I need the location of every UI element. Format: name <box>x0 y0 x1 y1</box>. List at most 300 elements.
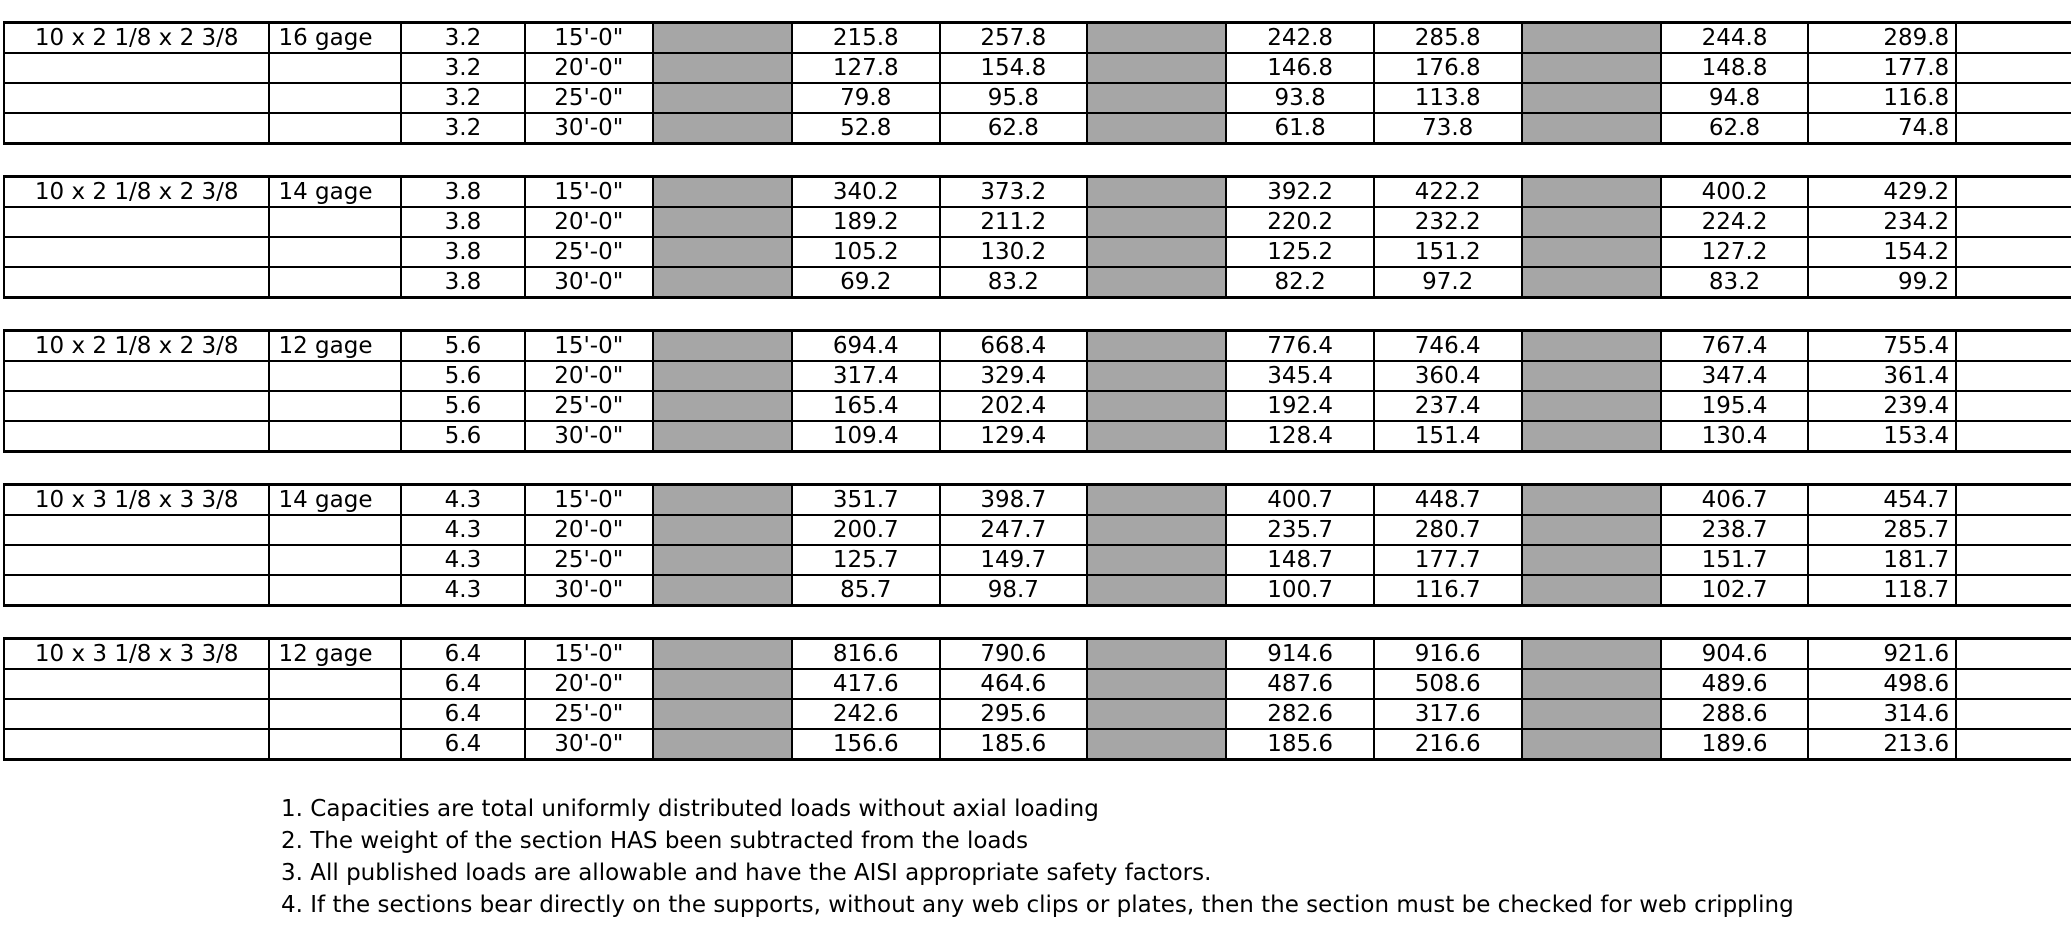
capacity-cell: 448.7 <box>1374 485 1522 516</box>
shaded-cell <box>653 391 792 421</box>
capacity-cell: 914.6 <box>1226 639 1374 670</box>
weight-cell: 4.3 <box>401 545 525 575</box>
shaded-cell <box>1087 729 1226 760</box>
weight-cell: 3.2 <box>401 113 525 144</box>
capacity-cell: 317.4 <box>792 361 940 391</box>
section-size-cell <box>4 391 269 421</box>
table-row <box>4 177 2071 208</box>
capacity-cell: 151.4 <box>1374 421 1522 452</box>
span-cell: 15'-0" <box>525 177 653 208</box>
capacity-cell: 220.2 <box>1226 207 1374 237</box>
table-row <box>4 729 2071 760</box>
footnote: 1. Capacities are total uniformly distributed loads without axial loading <box>281 796 1099 822</box>
capacity-cell: 200.7 <box>792 515 940 545</box>
capacity-cell: 347.4 <box>1661 361 1809 391</box>
capacity-cell: 247.7 <box>940 515 1088 545</box>
capacity-cell: 398.7 <box>940 485 1088 516</box>
capacity-cell: 776.4 <box>1226 331 1374 362</box>
shaded-cell <box>653 207 792 237</box>
gage-cell <box>269 53 401 83</box>
shaded-cell <box>1522 699 1661 729</box>
capacity-cell: 244.8 <box>1661 23 1809 54</box>
capacity-cell: 755.4 <box>1808 331 1956 362</box>
capacity-cell: 242.6 <box>792 699 940 729</box>
capacity-cell: 151.7 <box>1661 545 1809 575</box>
capacity-cell: 69.2 <box>792 267 940 298</box>
capacity-cell: 329.4 <box>940 361 1088 391</box>
capacity-cell: 288.6 <box>1661 699 1809 729</box>
capacity-cell: 216.6 <box>1374 729 1522 760</box>
weight-cell: 5.6 <box>401 331 525 362</box>
capacity-cell: 192.4 <box>1226 391 1374 421</box>
capacity-cell: 148.7 <box>1226 545 1374 575</box>
capacity-cell: 130.2 <box>940 237 1088 267</box>
shaded-cell <box>1087 113 1226 144</box>
shaded-cell <box>1522 515 1661 545</box>
shaded-cell <box>653 485 792 516</box>
capacity-cell: 239.4 <box>1808 391 1956 421</box>
gage-cell: 12 gage <box>269 331 401 362</box>
span-cell: 20'-0" <box>525 669 653 699</box>
empty-cell <box>1956 669 2071 699</box>
shaded-cell <box>1522 83 1661 113</box>
weight-cell: 6.4 <box>401 729 525 760</box>
capacity-cell: 85.7 <box>792 575 940 606</box>
shaded-cell <box>653 83 792 113</box>
shaded-cell <box>653 669 792 699</box>
capacity-cell: 128.4 <box>1226 421 1374 452</box>
section-size-cell <box>4 421 269 452</box>
shaded-cell <box>1087 485 1226 516</box>
shaded-cell <box>1522 575 1661 606</box>
section-group <box>3 483 2071 607</box>
capacity-cell: 97.2 <box>1374 267 1522 298</box>
capacity-cell: 921.6 <box>1808 639 1956 670</box>
table-row <box>4 391 2071 421</box>
capacity-cell: 211.2 <box>940 207 1088 237</box>
weight-cell: 3.8 <box>401 177 525 208</box>
weight-cell: 3.2 <box>401 53 525 83</box>
capacity-cell: 213.6 <box>1808 729 1956 760</box>
weight-cell: 5.6 <box>401 361 525 391</box>
capacity-cell: 202.4 <box>940 391 1088 421</box>
gage-cell: 14 gage <box>269 485 401 516</box>
capacity-cell: 489.6 <box>1661 669 1809 699</box>
table-row <box>4 113 2071 144</box>
capacity-cell: 345.4 <box>1226 361 1374 391</box>
capacity-cell: 235.7 <box>1226 515 1374 545</box>
table-row <box>4 545 2071 575</box>
capacity-cell: 508.6 <box>1374 669 1522 699</box>
capacity-cell: 116.8 <box>1808 83 1956 113</box>
span-cell: 20'-0" <box>525 207 653 237</box>
capacity-cell: 79.8 <box>792 83 940 113</box>
section-size-cell <box>4 237 269 267</box>
capacity-cell: 417.6 <box>792 669 940 699</box>
gage-cell: 16 gage <box>269 23 401 54</box>
capacity-cell: 181.7 <box>1808 545 1956 575</box>
capacity-cell: 185.6 <box>940 729 1088 760</box>
capacity-cell: 154.8 <box>940 53 1088 83</box>
table-row <box>4 331 2071 362</box>
span-cell: 15'-0" <box>525 331 653 362</box>
capacity-cell: 102.7 <box>1661 575 1809 606</box>
weight-cell: 5.6 <box>401 421 525 452</box>
gage-cell <box>269 545 401 575</box>
capacity-cell: 314.6 <box>1808 699 1956 729</box>
span-cell: 30'-0" <box>525 575 653 606</box>
capacity-cell: 83.2 <box>940 267 1088 298</box>
shaded-cell <box>653 545 792 575</box>
weight-cell: 6.4 <box>401 639 525 670</box>
capacity-cell: 83.2 <box>1661 267 1809 298</box>
capacity-cell: 165.4 <box>792 391 940 421</box>
capacity-cell: 93.8 <box>1226 83 1374 113</box>
capacity-cell: 392.2 <box>1226 177 1374 208</box>
section-group <box>3 329 2071 453</box>
shaded-cell <box>1522 421 1661 452</box>
shaded-cell <box>1522 729 1661 760</box>
capacity-cell: 177.8 <box>1808 53 1956 83</box>
capacity-cell: 790.6 <box>940 639 1088 670</box>
capacity-cell: 215.8 <box>792 23 940 54</box>
empty-cell <box>1956 267 2071 298</box>
capacity-cell: 74.8 <box>1808 113 1956 144</box>
weight-cell: 4.3 <box>401 575 525 606</box>
table-row <box>4 237 2071 267</box>
load-table <box>3 21 2071 791</box>
capacity-cell: 454.7 <box>1808 485 1956 516</box>
table-row <box>4 23 2071 54</box>
capacity-cell: 498.6 <box>1808 669 1956 699</box>
shaded-cell <box>1087 361 1226 391</box>
shaded-cell <box>653 575 792 606</box>
shaded-cell <box>1087 699 1226 729</box>
shaded-cell <box>1087 177 1226 208</box>
capacity-cell: 916.6 <box>1374 639 1522 670</box>
table-row <box>4 669 2071 699</box>
capacity-cell: 668.4 <box>940 331 1088 362</box>
capacity-cell: 429.2 <box>1808 177 1956 208</box>
shaded-cell <box>1087 545 1226 575</box>
shaded-cell <box>1087 331 1226 362</box>
empty-cell <box>1956 575 2071 606</box>
gage-cell <box>269 361 401 391</box>
shaded-cell <box>1522 177 1661 208</box>
footnote: 4. If the sections bear directly on the supports, without any web clips or plates, then the section must be checked for web crippling <box>281 892 1794 918</box>
empty-cell <box>1956 361 2071 391</box>
capacity-cell: 373.2 <box>940 177 1088 208</box>
capacity-cell: 340.2 <box>792 177 940 208</box>
section-size-cell: 10 x 2 1/8 x 2 3/8 <box>4 177 269 208</box>
weight-cell: 6.4 <box>401 699 525 729</box>
shaded-cell <box>653 331 792 362</box>
capacity-cell: 189.6 <box>1661 729 1809 760</box>
shaded-cell <box>653 113 792 144</box>
shaded-cell <box>1087 237 1226 267</box>
capacity-cell: 189.2 <box>792 207 940 237</box>
shaded-cell <box>653 639 792 670</box>
gage-cell <box>269 575 401 606</box>
span-cell: 25'-0" <box>525 545 653 575</box>
footnotes <box>281 793 1794 921</box>
shaded-cell <box>1522 23 1661 54</box>
capacity-cell: 234.2 <box>1808 207 1956 237</box>
capacity-cell: 109.4 <box>792 421 940 452</box>
section-size-cell: 10 x 2 1/8 x 2 3/8 <box>4 331 269 362</box>
weight-cell: 3.8 <box>401 237 525 267</box>
capacity-cell: 130.4 <box>1661 421 1809 452</box>
capacity-cell: 129.4 <box>940 421 1088 452</box>
shaded-cell <box>1522 361 1661 391</box>
shaded-cell <box>1522 113 1661 144</box>
capacity-cell: 156.6 <box>792 729 940 760</box>
shaded-cell <box>1087 23 1226 54</box>
table-row <box>4 207 2071 237</box>
gage-cell <box>269 729 401 760</box>
table-row <box>4 361 2071 391</box>
gage-cell <box>269 421 401 452</box>
shaded-cell <box>653 267 792 298</box>
capacity-cell: 177.7 <box>1374 545 1522 575</box>
span-cell: 15'-0" <box>525 23 653 54</box>
section-size-cell <box>4 113 269 144</box>
capacity-cell: 694.4 <box>792 331 940 362</box>
span-cell: 25'-0" <box>525 391 653 421</box>
shaded-cell <box>653 699 792 729</box>
empty-cell <box>1956 83 2071 113</box>
table-row <box>4 421 2071 452</box>
section-size-cell <box>4 83 269 113</box>
capacity-cell: 400.7 <box>1226 485 1374 516</box>
capacity-cell: 176.8 <box>1374 53 1522 83</box>
capacity-cell: 351.7 <box>792 485 940 516</box>
shaded-cell <box>1087 391 1226 421</box>
section-group <box>3 637 2071 761</box>
gage-cell <box>269 113 401 144</box>
shaded-cell <box>1522 485 1661 516</box>
gage-cell <box>269 207 401 237</box>
capacity-cell: 289.8 <box>1808 23 1956 54</box>
empty-cell <box>1956 485 2071 516</box>
shaded-cell <box>653 237 792 267</box>
capacity-cell: 406.7 <box>1661 485 1809 516</box>
capacity-cell: 99.2 <box>1808 267 1956 298</box>
shaded-cell <box>1522 639 1661 670</box>
table-row <box>4 53 2071 83</box>
weight-cell: 3.8 <box>401 207 525 237</box>
capacity-cell: 100.7 <box>1226 575 1374 606</box>
capacity-cell: 82.2 <box>1226 267 1374 298</box>
capacity-cell: 146.8 <box>1226 53 1374 83</box>
section-group <box>3 175 2071 299</box>
section-size-cell: 10 x 3 1/8 x 3 3/8 <box>4 639 269 670</box>
capacity-cell: 61.8 <box>1226 113 1374 144</box>
shaded-cell <box>1087 639 1226 670</box>
shaded-cell <box>653 361 792 391</box>
capacity-cell: 94.8 <box>1661 83 1809 113</box>
capacity-cell: 154.2 <box>1808 237 1956 267</box>
shaded-cell <box>1087 575 1226 606</box>
empty-cell <box>1956 421 2071 452</box>
table-row <box>4 485 2071 516</box>
gage-cell <box>269 237 401 267</box>
capacity-cell: 127.2 <box>1661 237 1809 267</box>
section-size-cell <box>4 545 269 575</box>
shaded-cell <box>1087 53 1226 83</box>
capacity-cell: 105.2 <box>792 237 940 267</box>
shaded-cell <box>1522 237 1661 267</box>
table-row <box>4 699 2071 729</box>
capacity-cell: 52.8 <box>792 113 940 144</box>
capacity-cell: 422.2 <box>1374 177 1522 208</box>
span-cell: 30'-0" <box>525 113 653 144</box>
gage-cell <box>269 515 401 545</box>
capacity-cell: 98.7 <box>940 575 1088 606</box>
empty-cell <box>1956 207 2071 237</box>
capacity-cell: 317.6 <box>1374 699 1522 729</box>
capacity-cell: 361.4 <box>1808 361 1956 391</box>
footnote: 2. The weight of the section HAS been subtracted from the loads <box>281 828 1029 854</box>
weight-cell: 3.8 <box>401 267 525 298</box>
span-cell: 25'-0" <box>525 699 653 729</box>
shaded-cell <box>1087 669 1226 699</box>
span-cell: 30'-0" <box>525 421 653 452</box>
weight-cell: 4.3 <box>401 485 525 516</box>
capacity-cell: 242.8 <box>1226 23 1374 54</box>
section-size-cell <box>4 669 269 699</box>
span-cell: 20'-0" <box>525 53 653 83</box>
shaded-cell <box>653 729 792 760</box>
section-size-cell <box>4 575 269 606</box>
capacity-cell: 151.2 <box>1374 237 1522 267</box>
capacity-cell: 232.2 <box>1374 207 1522 237</box>
capacity-cell: 237.4 <box>1374 391 1522 421</box>
capacity-cell: 185.6 <box>1226 729 1374 760</box>
section-size-cell <box>4 515 269 545</box>
capacity-cell: 224.2 <box>1661 207 1809 237</box>
capacity-cell: 127.8 <box>792 53 940 83</box>
span-cell: 25'-0" <box>525 237 653 267</box>
weight-cell: 5.6 <box>401 391 525 421</box>
shaded-cell <box>1522 53 1661 83</box>
weight-cell: 4.3 <box>401 515 525 545</box>
empty-cell <box>1956 545 2071 575</box>
span-cell: 15'-0" <box>525 639 653 670</box>
shaded-cell <box>653 177 792 208</box>
capacity-cell: 360.4 <box>1374 361 1522 391</box>
footnote: 3. All published loads are allowable and have the AISI appropriate safety factors. <box>281 860 1212 886</box>
capacity-cell: 62.8 <box>940 113 1088 144</box>
section-size-cell: 10 x 3 1/8 x 3 3/8 <box>4 485 269 516</box>
capacity-cell: 95.8 <box>940 83 1088 113</box>
capacity-cell: 767.4 <box>1661 331 1809 362</box>
empty-cell <box>1956 113 2071 144</box>
capacity-cell: 487.6 <box>1226 669 1374 699</box>
weight-cell: 6.4 <box>401 669 525 699</box>
gage-cell <box>269 391 401 421</box>
capacity-cell: 62.8 <box>1661 113 1809 144</box>
capacity-cell: 153.4 <box>1808 421 1956 452</box>
capacity-cell: 282.6 <box>1226 699 1374 729</box>
weight-cell: 3.2 <box>401 23 525 54</box>
capacity-cell: 238.7 <box>1661 515 1809 545</box>
section-group <box>3 21 2071 145</box>
empty-cell <box>1956 515 2071 545</box>
empty-cell <box>1956 53 2071 83</box>
capacity-cell: 149.7 <box>940 545 1088 575</box>
empty-cell <box>1956 23 2071 54</box>
capacity-cell: 816.6 <box>792 639 940 670</box>
span-cell: 20'-0" <box>525 361 653 391</box>
section-size-cell <box>4 361 269 391</box>
table-row <box>4 575 2071 606</box>
shaded-cell <box>1522 331 1661 362</box>
capacity-cell: 125.7 <box>792 545 940 575</box>
shaded-cell <box>653 421 792 452</box>
span-cell: 20'-0" <box>525 515 653 545</box>
section-size-cell <box>4 267 269 298</box>
table-row <box>4 267 2071 298</box>
table-row <box>4 83 2071 113</box>
capacity-cell: 257.8 <box>940 23 1088 54</box>
empty-cell <box>1956 391 2071 421</box>
section-size-cell <box>4 53 269 83</box>
capacity-cell: 464.6 <box>940 669 1088 699</box>
table-row <box>4 515 2071 545</box>
shaded-cell <box>1522 391 1661 421</box>
section-size-cell <box>4 729 269 760</box>
section-size-cell <box>4 699 269 729</box>
span-cell: 25'-0" <box>525 83 653 113</box>
capacity-cell: 904.6 <box>1661 639 1809 670</box>
capacity-cell: 280.7 <box>1374 515 1522 545</box>
capacity-cell: 116.7 <box>1374 575 1522 606</box>
empty-cell <box>1956 729 2071 760</box>
capacity-cell: 113.8 <box>1374 83 1522 113</box>
empty-cell <box>1956 177 2071 208</box>
table-row <box>4 639 2071 670</box>
capacity-cell: 400.2 <box>1661 177 1809 208</box>
empty-cell <box>1956 331 2071 362</box>
capacity-cell: 746.4 <box>1374 331 1522 362</box>
gage-cell <box>269 83 401 113</box>
gage-cell <box>269 669 401 699</box>
empty-cell <box>1956 639 2071 670</box>
capacity-cell: 295.6 <box>940 699 1088 729</box>
shaded-cell <box>1522 669 1661 699</box>
shaded-cell <box>653 23 792 54</box>
weight-cell: 3.2 <box>401 83 525 113</box>
capacity-cell: 118.7 <box>1808 575 1956 606</box>
shaded-cell <box>653 53 792 83</box>
gage-cell <box>269 267 401 298</box>
capacity-cell: 148.8 <box>1661 53 1809 83</box>
capacity-cell: 285.8 <box>1374 23 1522 54</box>
section-size-cell: 10 x 2 1/8 x 2 3/8 <box>4 23 269 54</box>
empty-cell <box>1956 699 2071 729</box>
span-cell: 30'-0" <box>525 267 653 298</box>
shaded-cell <box>653 515 792 545</box>
shaded-cell <box>1522 267 1661 298</box>
span-cell: 30'-0" <box>525 729 653 760</box>
gage-cell: 12 gage <box>269 639 401 670</box>
empty-cell <box>1956 237 2071 267</box>
capacity-cell: 73.8 <box>1374 113 1522 144</box>
shaded-cell <box>1087 515 1226 545</box>
section-size-cell <box>4 207 269 237</box>
gage-cell: 14 gage <box>269 177 401 208</box>
